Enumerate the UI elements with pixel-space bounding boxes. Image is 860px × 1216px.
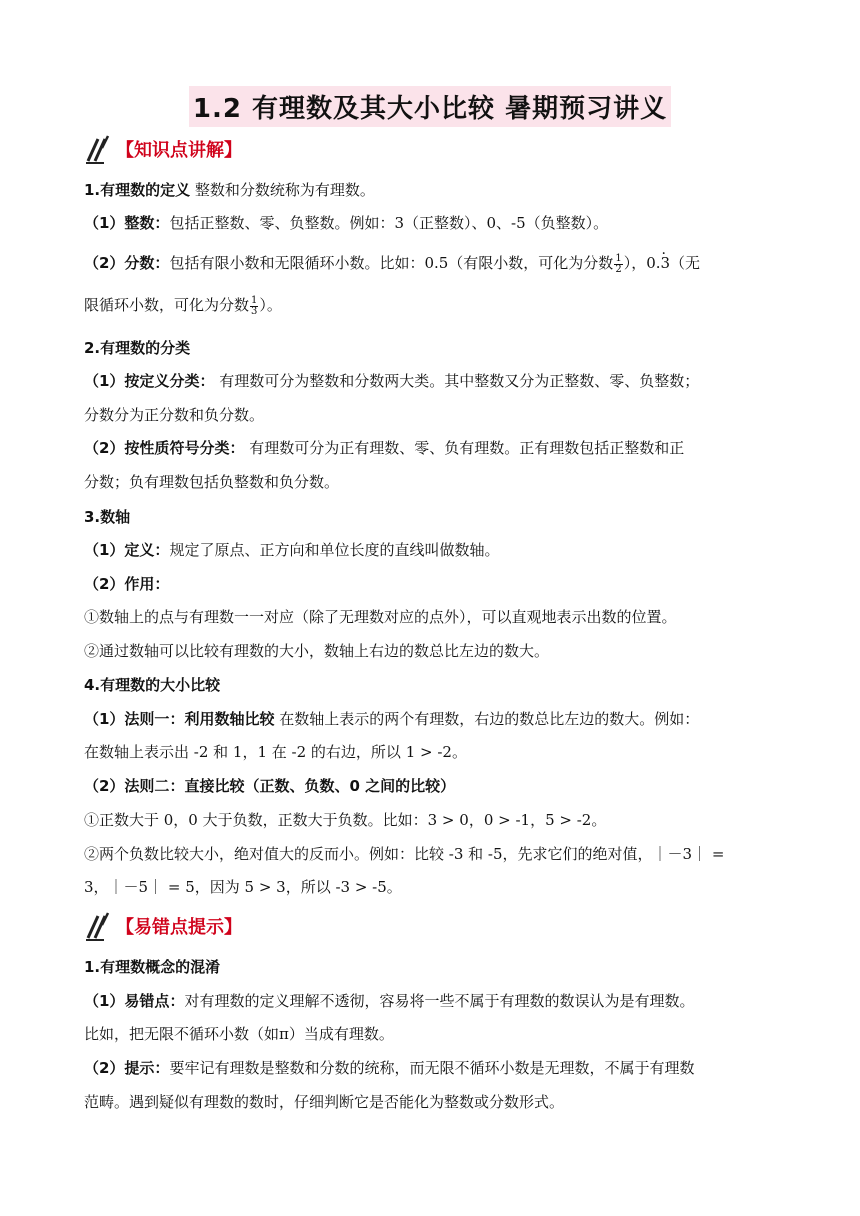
integer-text: 包括正整数、零、负整数。例如：3（正整数）、0、-5（负整数）。	[169, 214, 609, 232]
rule1-line-2	[84, 741, 784, 763]
page-title	[0, 86, 860, 127]
page-title-text: 1.2 有理数及其大小比较 暑期预习讲义	[189, 86, 671, 127]
numberline-use-a	[84, 606, 784, 628]
numberline-def-text: 规定了原点、正方向和单位长度的直线叫做数轴。	[169, 541, 500, 559]
pitfall-error-text: 对有理数的定义理解不透彻，容易将一些不属于有理数的数误认为是有理数。	[184, 992, 695, 1010]
rule2-a-text: ①正数大于 0，0 大于负数，正数大于负数。比如：3 > 0，0 > -1，5 > -2。	[84, 811, 607, 829]
frac2-denominator: 3	[251, 305, 258, 317]
fraction-text-a: 包括有限小数和无限循环小数。比如：0.5（有限小数，可化为分数	[169, 254, 614, 272]
class-def-line-2	[84, 404, 784, 426]
class-sign-line	[84, 437, 784, 459]
classification-heading-line	[84, 337, 784, 359]
pencil-icon	[84, 134, 112, 164]
repeating-digit: 3 ·	[661, 254, 671, 272]
fraction-heading: （2）分数：	[84, 254, 170, 272]
pitfall-error-line	[84, 990, 784, 1012]
def-text: 整数和分数统称为有理数。	[194, 181, 375, 199]
fraction-line-2	[84, 294, 784, 317]
rule2-c	[84, 876, 784, 898]
fraction-text-d: 限循环小数，可化为分数	[84, 296, 250, 314]
pitfall-error-line-2	[84, 1023, 784, 1045]
section-knowledge-header	[84, 132, 242, 166]
def-heading-line	[84, 179, 784, 201]
section-knowledge-label: 【知识点讲解】	[116, 140, 242, 161]
rule2-b	[84, 843, 784, 865]
numberline-use-heading: （2）作用：	[84, 575, 170, 593]
class-sign-text-2: 分数；负有理数包括负整数和负分数。	[84, 473, 340, 491]
pitfall-tip-text: 要牢记有理数是整数和分数的统称，而无限不循环小数是无理数，不属于有理数	[169, 1059, 695, 1077]
numberline-use-a-text: ①数轴上的点与有理数一一对应（除了无理数对应的点外），可以直观地表示出数的位置。	[84, 608, 677, 626]
fraction-one-third	[250, 296, 258, 317]
rule2-a	[84, 809, 784, 831]
frac1-denominator: 2	[615, 263, 622, 275]
rule1-text-2: 在数轴上表示出 -2 和 1，1 在 -2 的右边，所以 1 > -2。	[84, 743, 467, 761]
compare-heading-line	[84, 674, 784, 696]
rule1-text: 在数轴上表示的两个有理数，右边的数总比左边的数大。例如：	[274, 710, 700, 728]
def-heading: 1.有理数的定义	[84, 181, 191, 199]
compare-heading: 4.有理数的大小比较	[84, 676, 221, 694]
class-sign-heading: （2）按性质符号分类：	[84, 439, 245, 457]
class-def-heading: （1）按定义分类：	[84, 372, 215, 390]
class-def-line	[84, 370, 784, 392]
rule2-c-text: 3，｜－5｜ = 5，因为 5 > 3，所以 -3 > -5。	[84, 878, 402, 896]
pitfall-heading-line	[84, 956, 784, 978]
rule2-heading: （2）法则二：直接比较（正数、负数、0 之间的比较）	[84, 777, 456, 795]
rule1-line	[84, 708, 784, 730]
pencil-icon	[84, 911, 112, 941]
numberline-use-line	[84, 573, 784, 595]
numberline-heading: 3.数轴	[84, 508, 131, 526]
pitfall-tip-text-2: 范畴。遇到疑似有理数的数时，仔细判断它是否能化为整数或分数形式。	[84, 1093, 565, 1111]
numberline-def-heading: （1）定义：	[84, 541, 170, 559]
integer-line	[84, 212, 784, 234]
pitfall-tip-line-2	[84, 1091, 784, 1113]
pitfall-tip-heading: （2）提示：	[84, 1059, 170, 1077]
numberline-use-b-text: ②通过数轴可以比较有理数的大小，数轴上右边的数总比左边的数大。	[84, 642, 550, 660]
fraction-text-b: ），0.	[623, 254, 661, 272]
numberline-def-line	[84, 539, 784, 561]
integer-heading: （1）整数：	[84, 214, 170, 232]
classification-heading: 2.有理数的分类	[84, 339, 191, 357]
class-sign-line-2	[84, 471, 784, 493]
rule2-line	[84, 775, 784, 797]
fraction-one-half	[614, 254, 622, 275]
numberline-heading-line	[84, 506, 784, 528]
class-sign-text: 有理数可分为正有理数、零、负有理数。正有理数包括正整数和正	[244, 439, 685, 457]
frac1-numerator: 1	[615, 252, 622, 264]
pitfall-tip-line	[84, 1057, 784, 1079]
section-pitfalls-header	[84, 909, 242, 943]
fraction-text-e: ）。	[259, 296, 282, 314]
rule2-b-text: ②两个负数比较大小，绝对值大的反而小。例如：比较 -3 和 -5，先求它们的绝对值，｜－3｜ =	[84, 845, 725, 863]
pitfall-heading: 1.有理数概念的混淆	[84, 958, 221, 976]
pitfall-error-heading: （1）易错点：	[84, 992, 185, 1010]
fraction-line	[84, 252, 784, 275]
rule1-heading: （1）法则一：利用数轴比较	[84, 710, 275, 728]
section-pitfalls-label: 【易错点提示】	[116, 917, 242, 938]
pitfall-error-text-2: 比如，把无限不循环小数（如π）当成有理数。	[84, 1025, 394, 1043]
frac2-numerator: 1	[251, 294, 258, 306]
class-def-text: 有理数可分为整数和分数两大类。其中整数又分为正整数、零、负整数；	[214, 372, 700, 390]
numberline-use-b	[84, 640, 784, 662]
fraction-text-c: （无	[670, 254, 701, 272]
class-def-text-2: 分数分为正分数和负分数。	[84, 406, 265, 424]
